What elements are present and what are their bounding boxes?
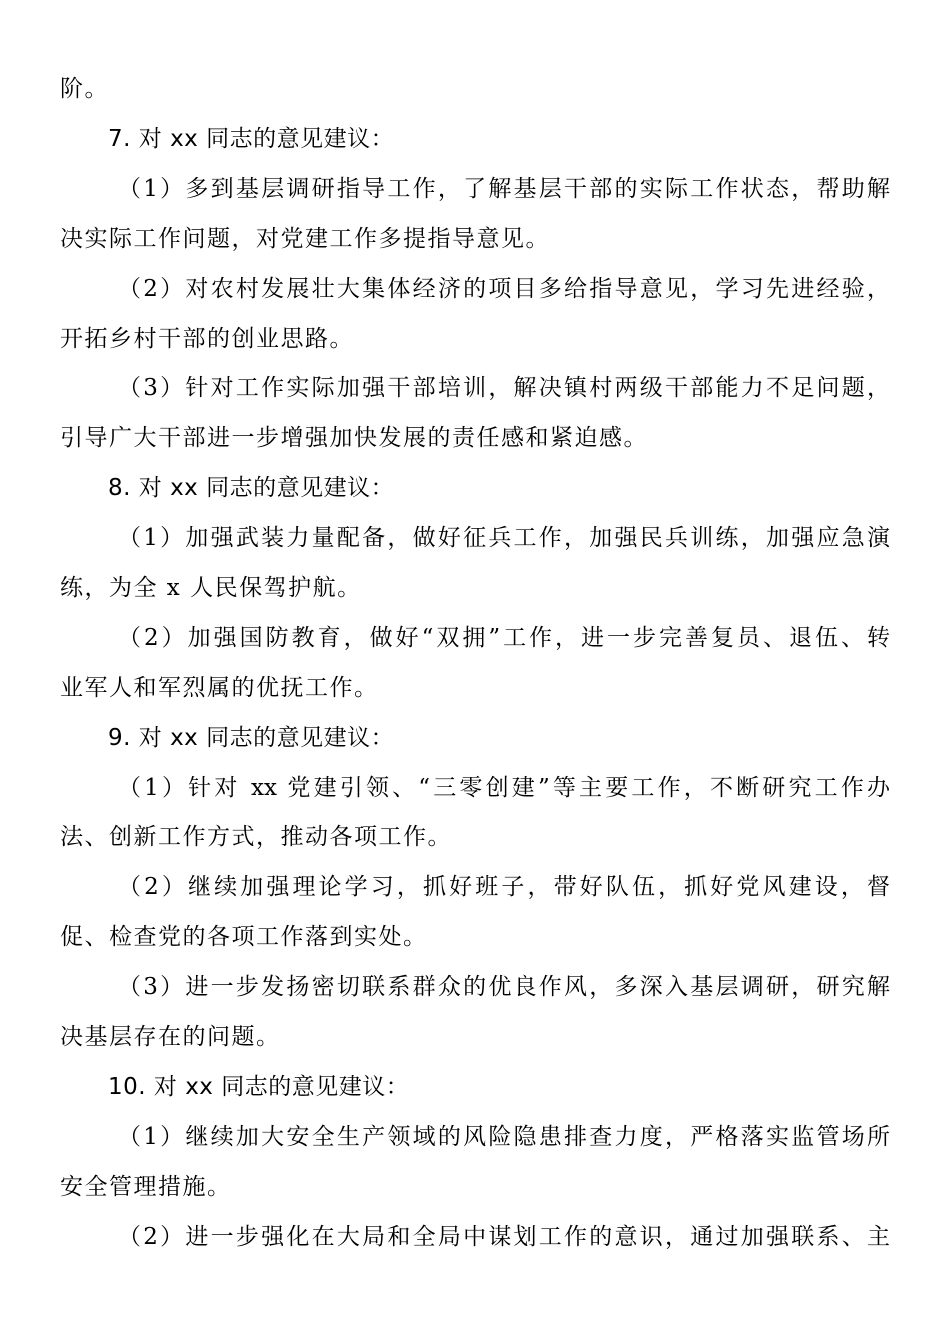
text-line: （3）针对工作实际加强干部培训，解决镇村两级干部能力不足问题，	[118, 375, 890, 401]
text-line: 决基层存在的问题。	[60, 1024, 281, 1050]
text-line: 练，为全 x 人民保驾护航。	[60, 575, 362, 601]
section-heading-7: 7. 对 xx 同志的意见建议：	[108, 126, 395, 152]
text-line: 开拓乡村干部的创业思路。	[60, 326, 354, 352]
text-line: （1）加强武装力量配备，做好征兵工作，加强民兵训练，加强应急演	[118, 525, 890, 551]
section-heading-10: 10. 对 xx 同志的意见建议：	[108, 1074, 410, 1100]
text-line: 安全管理措施。	[60, 1174, 232, 1200]
text-line: （1）继续加大安全生产领域的风险隐患排查力度，严格落实监管场所	[118, 1124, 890, 1150]
text-line: 法、创新工作方式，推动各项工作。	[60, 824, 452, 850]
text-line: （1）多到基层调研指导工作，了解基层干部的实际工作状态，帮助解	[118, 176, 890, 202]
text-line: （2）加强国防教育，做好“双拥”工作，进一步完善复员、退伍、转	[118, 625, 890, 651]
text-line: 引导广大干部进一步增强加快发展的责任感和紧迫感。	[60, 425, 648, 451]
text-line: （2）进一步强化在大局和全局中谋划工作的意识，通过加强联系、主	[118, 1224, 890, 1250]
text-line: （3）进一步发扬密切联系群众的优良作风，多深入基层调研，研究解	[118, 974, 890, 1000]
text-line: （2）对农村发展壮大集体经济的项目多给指导意见，学习先进经验，	[118, 276, 890, 302]
text-line: 阶。	[60, 76, 109, 102]
section-heading-9: 9. 对 xx 同志的意见建议：	[108, 725, 395, 751]
text-line: 业军人和军烈属的优抚工作。	[60, 675, 379, 701]
text-line: （1）针对 xx 党建引领、“三零创建”等主要工作，不断研究工作办	[118, 775, 890, 801]
text-line: （2）继续加强理论学习，抓好班子，带好队伍，抓好党风建设，督	[118, 874, 890, 900]
section-heading-8: 8. 对 xx 同志的意见建议：	[108, 475, 395, 501]
text-line: 促、检查党的各项工作落到实处。	[60, 924, 428, 950]
text-line: 决实际工作问题，对党建工作多提指导意见。	[60, 226, 550, 252]
